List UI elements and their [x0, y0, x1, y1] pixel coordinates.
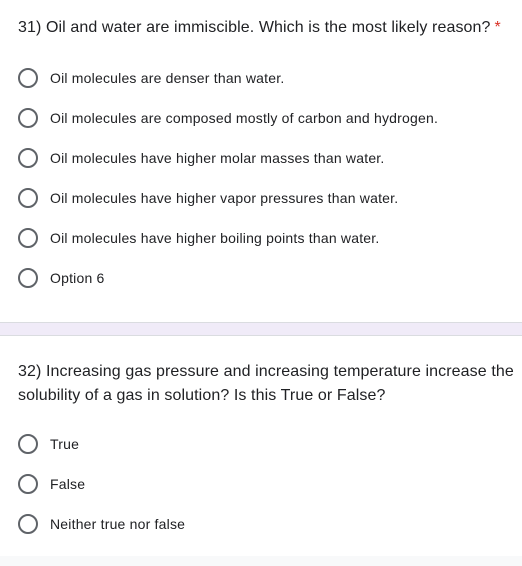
question-title-31 — [18, 16, 514, 40]
question-card-32 — [0, 336, 522, 566]
option-label: Oil molecules have higher boiling points than water. — [50, 230, 380, 246]
radio-option-31-3[interactable] — [18, 146, 384, 170]
option-label: Oil molecules have higher vapor pressures than water. — [50, 190, 399, 206]
radio-option-32-1[interactable] — [18, 432, 79, 456]
radio-option-32-3[interactable] — [18, 512, 185, 536]
option-label: Neither true nor false — [50, 516, 186, 532]
radio-option-31-5[interactable] — [18, 226, 379, 250]
radio-unchecked-icon[interactable] — [18, 434, 38, 454]
question-text-32: 32) Increasing gas pressure and increasing temperature increase the solubility of a gas in solution? Is this True or False? — [18, 363, 514, 404]
radio-unchecked-icon[interactable] — [18, 188, 38, 208]
radio-unchecked-icon[interactable] — [18, 268, 38, 288]
radio-option-31-4[interactable] — [18, 186, 398, 210]
option-label: True — [50, 436, 80, 452]
required-asterisk: * — [494, 19, 501, 36]
radio-unchecked-icon[interactable] — [18, 148, 38, 168]
option-label: False — [50, 476, 86, 492]
option-label: Option 6 — [50, 270, 105, 286]
question-text-31: 31) Oil and water are immiscible. Which is the most likely reason? — [18, 19, 491, 36]
radio-unchecked-icon[interactable] — [18, 474, 38, 494]
radio-unchecked-icon[interactable] — [18, 68, 38, 88]
option-label: Oil molecules are denser than water. — [50, 70, 285, 86]
radio-unchecked-icon[interactable] — [18, 228, 38, 248]
section-divider — [0, 322, 522, 336]
radio-unchecked-icon[interactable] — [18, 108, 38, 128]
radio-option-31-1[interactable] — [18, 66, 284, 90]
question-title-32 — [18, 360, 514, 408]
option-label: Oil molecules have higher molar masses than water. — [50, 150, 385, 166]
radio-option-31-6[interactable] — [18, 266, 105, 290]
card-bottom-edge — [0, 556, 522, 566]
radio-option-31-2[interactable] — [18, 106, 438, 130]
radio-option-32-2[interactable] — [18, 472, 85, 496]
option-label: Oil molecules are composed mostly of carbon and hydrogen. — [50, 110, 439, 126]
radio-unchecked-icon[interactable] — [18, 514, 38, 534]
